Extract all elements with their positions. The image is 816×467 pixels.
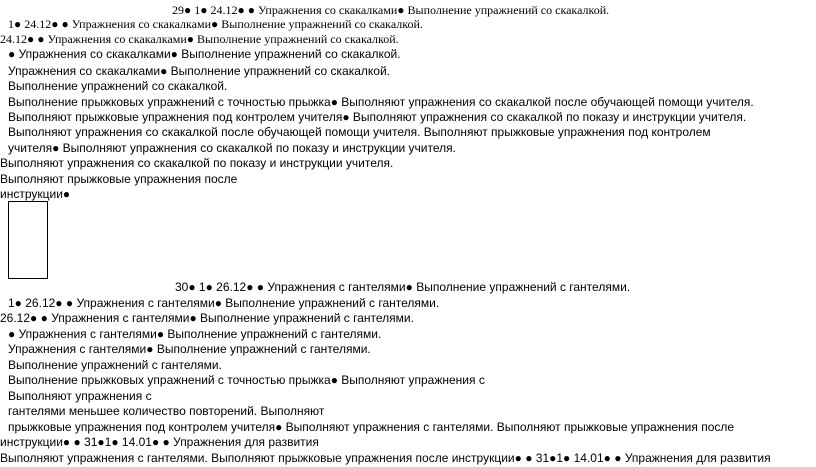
text-line: Выполнение прыжковых упражнений с точностью прыжка● Выполняют упражнения со скакалкой после обучающей помощи учителя. xyxy=(8,95,754,109)
text-line: гантелями меньшее количество повторений. Выполняют xyxy=(8,404,325,418)
text-line: 1● 24.12● ● Упражнения со скакалками● Выполнение упражнений со скакалкой. xyxy=(8,17,423,31)
text-line: ● Упражнения с гантелями● Выполнение упражнений с гантелями. xyxy=(8,327,382,341)
text-line: Упражнения со скакалками● Выполнение упражнений со скакалкой. xyxy=(8,64,390,78)
text-line: Выполняют упражнения со скакалкой после обучающей помощи учителя. Выполняют прыжковые упражнения под контролем xyxy=(8,125,711,139)
text-line: Выполняют упражнения со скакалкой по показу и инструкции учителя. xyxy=(0,156,394,170)
text-line: Выполняют упражнения с гантелями. Выполняют прыжковые упражнения после инструкции● ● 31●1● 14.01● ● Упражнения для развития xyxy=(0,451,771,465)
text-line: 1● 26.12● ● Упражнения с гантелями● Выполнение упражнений с гантелями. xyxy=(8,296,440,310)
text-line: учителя● Выполняют упражнения со скакалкой по показу и инструкции учителя. xyxy=(8,141,456,155)
text-line: Упражнения с гантелями● Выполнение упражнений с гантелями. xyxy=(8,342,371,356)
text-line: ● Упражнения со скакалками● Выполнение упражнений со скакалкой. xyxy=(8,47,401,61)
text-line: Выполняют упражнения с xyxy=(8,389,152,403)
text-line: 29● 1● 24.12● ● Упражнения со скакалками● Выполнение упражнений со скакалкой. xyxy=(172,3,610,17)
text-line: инструкции● xyxy=(0,187,71,201)
text-line: 30● 1● 26.12● ● Упражнения с гантелями● Выполнение упражнений с гантелями. xyxy=(175,280,631,294)
text-line: инструкции● ● 31●1● 14.01● ● Упражнения для развития xyxy=(0,435,319,449)
text-line: Выполнение прыжковых упражнений с точностью прыжка● Выполняют упражнения с xyxy=(8,373,485,387)
empty-image-box xyxy=(8,201,48,279)
text-line: Выполняют прыжковые упражнения под контролем учителя● Выполняют упражнения со скакалкой по показу и инструкции учителя. xyxy=(8,110,747,124)
text-line: Выполнение упражнений с гантелями. xyxy=(8,358,222,372)
text-line: прыжковые упражнения под контролем учителя● Выполняют упражнения с гантелями. Выполняют прыжковые упражнения после xyxy=(8,420,735,434)
text-line: 26.12● ● Упражнения с гантелями● Выполнение упражнений с гантелями. xyxy=(0,311,414,325)
text-line: 24.12● ● Упражнения со скакалками● Выполнение упражнений со скакалкой. xyxy=(0,32,399,46)
text-line: Выполняют прыжковые упражнения после xyxy=(0,172,238,186)
text-line: Выполнение упражнений со скакалкой. xyxy=(8,79,228,93)
